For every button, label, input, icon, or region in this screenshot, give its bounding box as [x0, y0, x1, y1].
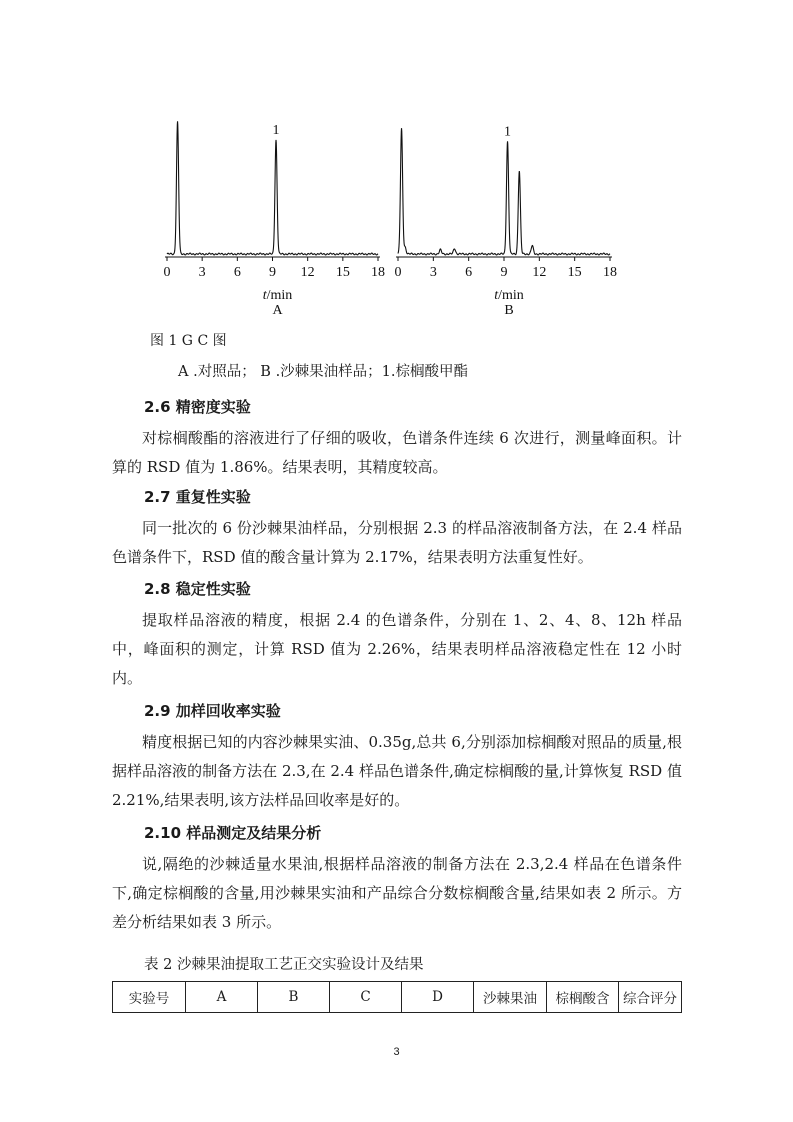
peak-label: 1: [504, 124, 512, 140]
x-tick-label: 6: [465, 265, 473, 280]
gc-figure: [140, 100, 640, 325]
panel-label: A: [272, 303, 283, 318]
x-tick-label: 0: [394, 265, 402, 280]
peak-label: 1: [272, 123, 280, 139]
x-tick-label: 9: [500, 265, 508, 280]
chromatogram-trace: [398, 128, 610, 255]
table-header-cell: D: [402, 982, 474, 1013]
chromatogram-trace: [167, 121, 378, 255]
x-tick-label: 18: [371, 265, 385, 280]
section-heading-2-10: 2.10 样品测定及结果分析: [144, 824, 322, 842]
section-paragraph-2-7: 同一批次的 6 份沙棘果油样品，分别根据 2.3 的样品溶液制备方法，在 2.4 样品色谱条件下，RSD 值的酸含量计算为 2.17%，结果表明方法重复性好。: [112, 519, 682, 566]
x-tick-label: 18: [603, 265, 617, 280]
chromatogram-a: [164, 121, 386, 318]
x-tick-label: 6: [233, 265, 241, 280]
x-axis-label: t/min: [262, 288, 293, 303]
section-paragraph-2-10: 说,隔绝的沙棘适量水果油,根据样品溶液的制备方法在 2.3,2.4 样品在色谱条件下,确定棕榈酸的含量,用沙棘果实油和产品综合分数棕榈酸含量,结果如表 2 所示。方差分析结果如表 3 所示。: [112, 855, 682, 931]
x-tick-label: 15: [335, 265, 350, 280]
x-tick-label: 12: [532, 265, 547, 280]
table-header-cell: B: [258, 982, 330, 1013]
section-heading-2-6: 2.6 精密度实验: [144, 398, 251, 416]
table-header-cell: 实验号: [113, 982, 186, 1013]
figure-legend: A .对照品； B .沙棘果油样品；1.棕榈酸甲酯: [178, 364, 469, 380]
page-number: 3: [393, 1046, 400, 1058]
table-header-cell: C: [330, 982, 402, 1013]
x-tick-label: 3: [429, 265, 437, 280]
figure-title: 图 1 G C 图: [150, 333, 227, 349]
table-header-cell: 棕榈酸含: [547, 982, 619, 1013]
table-header-cell: A: [186, 982, 258, 1013]
x-tick-label: 15: [567, 265, 582, 280]
section-heading-2-9: 2.9 加样回收率实验: [144, 702, 281, 720]
section-heading-2-8: 2.8 稳定性实验: [144, 580, 251, 598]
section-paragraph-2-9: 精度根据已知的内容沙棘果实油、0.35g,总共 6,分别添加棕榈酸对照品的质量,根据样品溶液的制备方法在 2.3,在 2.4 样品色谱条件,确定棕榈酸的量,计算恢复 RSD 值 2.21%,结果表明,该方法样品回收率是好的。: [112, 733, 682, 809]
table-header-row: [113, 982, 682, 1013]
orthogonal-design-table: [112, 981, 682, 1013]
section-heading-2-7: 2.7 重复性实验: [144, 488, 251, 506]
section-paragraph-2-8: 提取样品溶液的精度，根据 2.4 的色谱条件，分别在 1、2、4、8、12h 样品中，峰面积的测定，计算 RSD 值为 2.26%，结果表明样品溶液稳定性在 12 小时内。: [112, 611, 682, 687]
x-tick-label: 0: [163, 265, 171, 280]
section-paragraph-2-6: 对棕榈酸酯的溶液进行了仔细的吸收，色谱条件连续 6 次进行，测量峰面积。计算的 RSD 值为 1.86%。结果表明，其精度较高。: [112, 429, 682, 476]
table-caption: 表 2 沙棘果油提取工艺正交实验设计及结果: [144, 957, 424, 973]
table-header-cell: 综合评分: [619, 982, 682, 1013]
x-tick-label: 3: [198, 265, 206, 280]
x-tick-label: 9: [269, 265, 276, 280]
x-axis-label: t/min: [494, 288, 524, 303]
panel-label: B: [504, 303, 514, 318]
table-header-cell: 沙棘果油: [474, 982, 547, 1013]
chromatogram-b: [395, 124, 618, 318]
x-tick-label: 12: [300, 265, 315, 280]
